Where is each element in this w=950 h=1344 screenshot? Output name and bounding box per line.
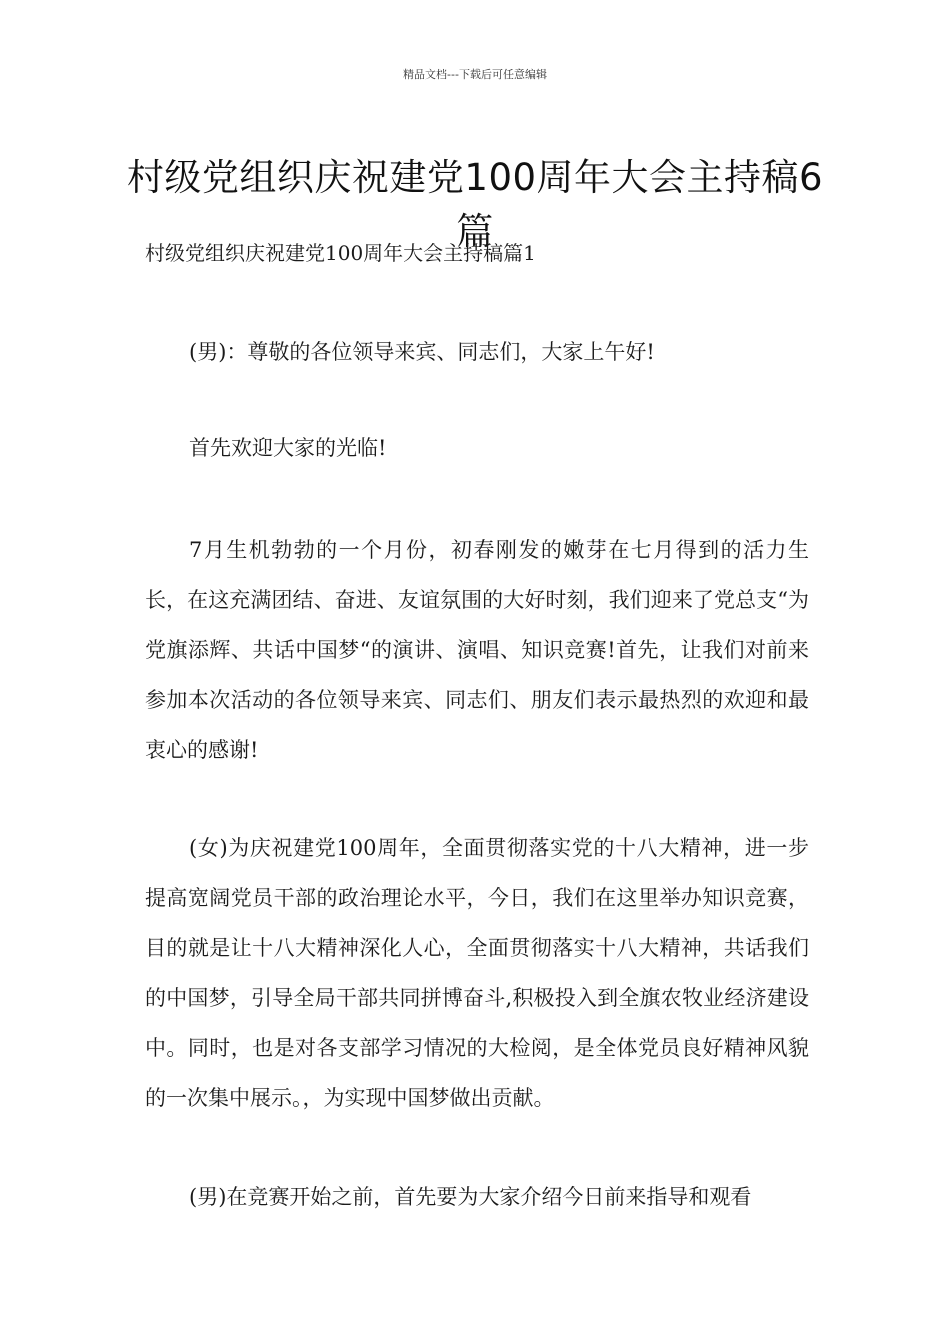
paragraph-greeting: (男)：尊敬的各位领导来宾、同志们，大家上午好! — [189, 340, 655, 364]
paragraph-purpose: (女)为庆祝建党100周年，全面贯彻落实党的十八大精神，进一步提高宽阔党员干部的政治理论水平，今日，我们在这里举办知识竞赛，目的就是让十八大精神深化人心，全面贯彻落实十八大精神，共话我们的中国梦，引导全局干部共同拼博奋斗,积极投入到全旗农牧业经济建设中。同时，也是对各支部学习情况的大检阅，是全体党员良好精神风貌的一次集中展示。，为实现中国梦做出贡献。 — [145, 836, 809, 1110]
document-title: 村级党组织庆祝建党100周年大会主持稿6篇 — [126, 155, 824, 253]
paragraph-welcome: 首先欢迎大家的光临! — [189, 436, 387, 460]
paragraph-introduction: (男)在竞赛开始之前，首先要为大家介绍今日前来指导和观看 — [189, 1185, 752, 1209]
header-note: 精品文档---下载后可任意编辑 — [403, 68, 547, 81]
paragraph-opening: 7月生机勃勃的一个月份，初春刚发的嫩芽在七月得到的活力生长，在这充满团结、奋进、友谊氛围的大好时刻，我们迎来了党总支“为党旗添辉、共话中国梦“的演讲、演唱、知识竞赛!首先，让我们对前来参加本次活动的各位领导来宾、同志们、朋友们表示最热烈的欢迎和最衷心的感谢! — [145, 538, 809, 762]
section-heading: 村级党组织庆祝建党100周年大会主持稿篇1 — [145, 241, 536, 265]
